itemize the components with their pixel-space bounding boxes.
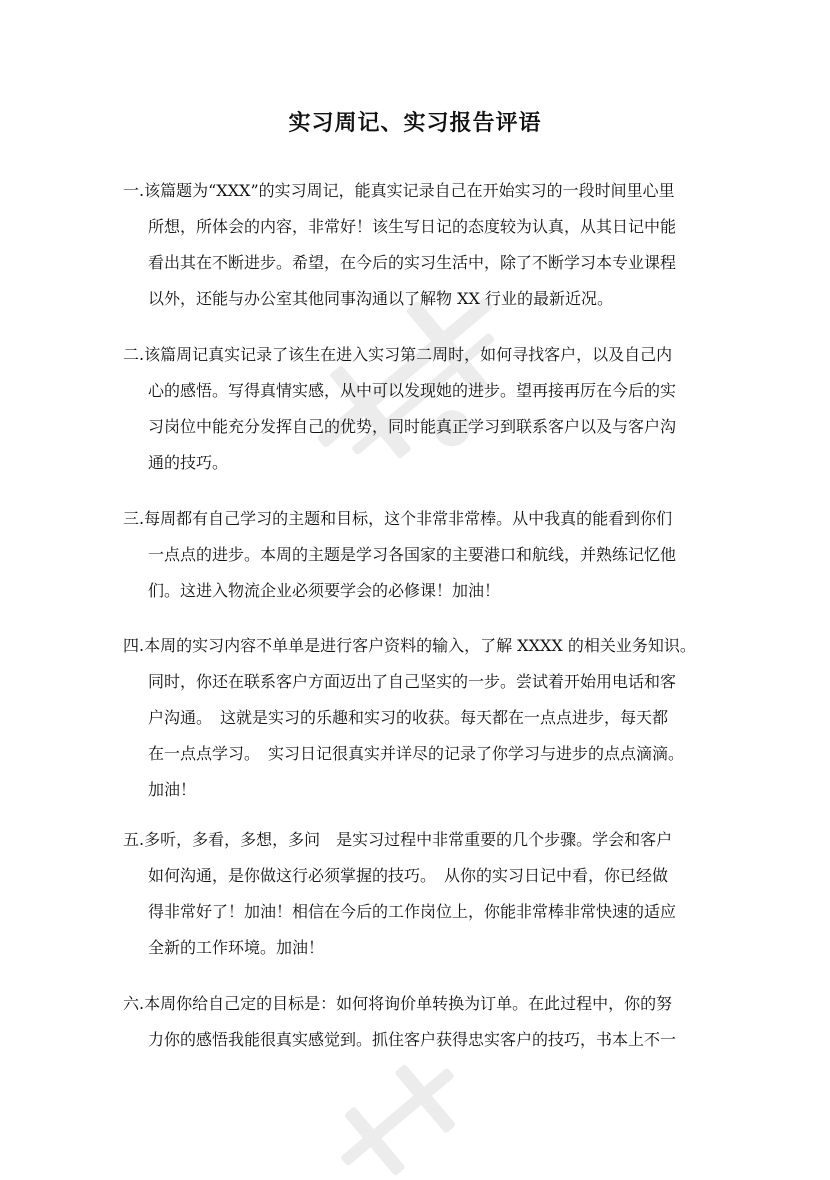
comment-paragraph-5 bbox=[123, 822, 708, 966]
paragraph-line: 通的技巧。 bbox=[148, 453, 229, 472]
paragraph-number: 二. bbox=[123, 345, 145, 364]
paragraph-line: 加油！ bbox=[148, 780, 197, 799]
paragraph-line: 习岗位中能充分发挥自己的优势，同时能真正学习到联系客户以及与客户沟 bbox=[148, 417, 677, 436]
paragraph-line: 五.多听，多看，多想，多问 是实习过程中非常重要的几个步骤。学会和客户 bbox=[123, 822, 708, 858]
paragraph-line: 看出其在不断进步。希望，在今后的实习生活中，除了不断学习本专业课程 bbox=[148, 253, 677, 272]
paragraph-number: 三. bbox=[123, 509, 145, 528]
paragraph-line: 户沟通。 这就是实习的乐趣和实习的收获。每天都在一点点进步，每天都 bbox=[148, 708, 669, 727]
paragraph-line: 全新的工作环境。加油！ bbox=[148, 938, 325, 957]
paragraph-number: 一. bbox=[123, 181, 145, 200]
paragraph-line: 三.每周都有自己学习的主题和目标，这个非常非常棒。从中我真的能看到你们 bbox=[123, 501, 708, 537]
comment-paragraph-1 bbox=[123, 173, 708, 317]
paragraph-line: 力你的感悟我能很真实感觉到。抓住客户获得忠实客户的技巧，书本上不一 bbox=[148, 1030, 677, 1049]
paragraph-line: 二.该篇周记真实记录了该生在进入实习第二周时，如何寻找客户，以及自己内 bbox=[123, 337, 708, 373]
comment-paragraph-4 bbox=[123, 628, 708, 808]
paragraph-number: 五. bbox=[123, 830, 145, 849]
comment-paragraph-3 bbox=[123, 501, 708, 609]
paragraph-line: 心的感悟。写得真情实感，从中可以发现她的进步。望再接再厉在今后的实 bbox=[148, 381, 677, 400]
paragraph-line: 同时，你还在联系客户方面迈出了自己坚实的一步。尝试着开始用电话和客 bbox=[148, 672, 677, 691]
paragraph-line: 所想，所体会的内容，非常好！该生写日记的态度较为认真，从其日记中能 bbox=[148, 217, 677, 236]
comment-paragraph-6 bbox=[123, 986, 708, 1058]
paragraph-line: 得非常好了！加油！相信在今后的工作岗位上，你能非常棒非常快速的适应 bbox=[148, 902, 677, 921]
comment-paragraph-2 bbox=[123, 337, 708, 481]
watermark-graphic bbox=[300, 1060, 500, 1180]
paragraph-line: 六.本周你给自己定的目标是：如何将询价单转换为订单。在此过程中，你的努 bbox=[123, 986, 708, 1022]
paragraph-line: 在一点点学习。 实习日记很真实并详尽的记录了你学习与进步的点点滴滴。 bbox=[148, 744, 685, 763]
paragraph-line: 一.该篇题为“XXX”的实习周记，能真实记录自己在开始实习的一段时间里心里 bbox=[123, 173, 708, 209]
paragraph-line: 们。这进入物流企业必须要学会的必修课！加油！ bbox=[148, 581, 501, 600]
paragraph-line: 以外，还能与办公室其他同事沟通以了解物 XX 行业的最新近况。 bbox=[148, 289, 613, 308]
paragraph-number: 四. bbox=[123, 636, 145, 655]
paragraph-line: 四.本周的实习内容不单单是进行客户资料的输入，了解 XXXX 的相关业务知识。 bbox=[123, 628, 708, 664]
paragraph-line: 一点点的进步。本周的主题是学习各国家的主要港口和航线，并熟练记忆他 bbox=[148, 545, 677, 564]
document-title: 实习周记、实习报告评语 bbox=[288, 110, 542, 136]
paragraph-line: 如何沟通，是你做这行必须掌握的技巧。 从你的实习日记中看，你已经做 bbox=[148, 866, 669, 885]
paragraph-number: 六. bbox=[123, 994, 145, 1013]
